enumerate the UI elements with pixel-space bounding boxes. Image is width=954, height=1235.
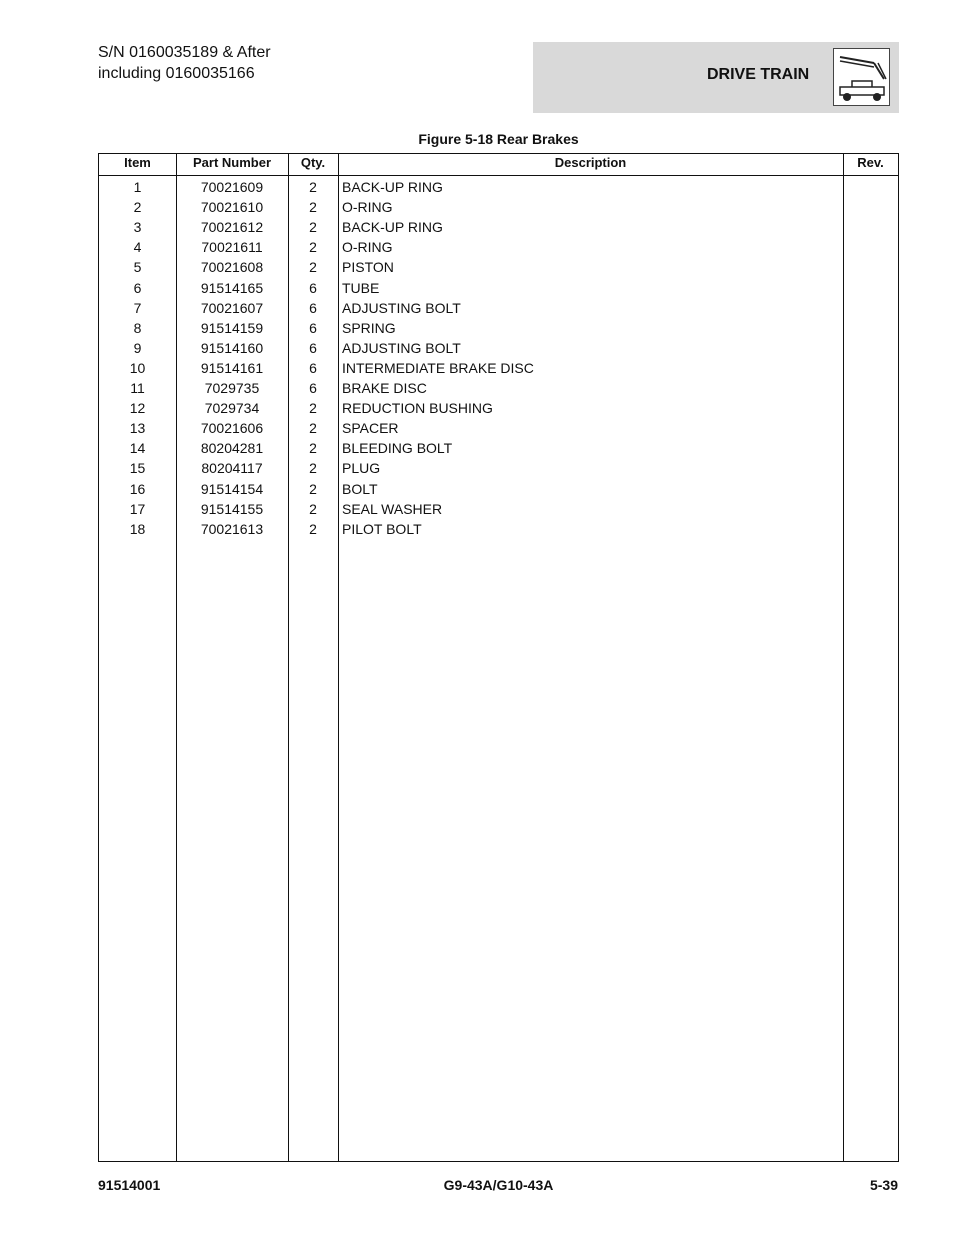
item-cell: 14 [129,440,146,457]
qty-cell: 2 [309,420,317,437]
part-number-cell: 70021607 [200,299,264,316]
table-row [99,338,898,358]
description-cell: BRAKE DISC [342,380,427,396]
item-cell: 2 [133,199,142,216]
description-cell: BACK-UP RING [342,219,443,236]
item-cell: 6 [133,279,142,296]
table-row [99,418,898,438]
footer-part-number: 91514001 [98,1177,161,1193]
part-number-cell: 70021611 [201,239,263,256]
qty-cell: 6 [309,339,317,356]
part-number-cell: 70021606 [200,420,264,437]
section-title: DRIVE TRAIN [707,66,810,83]
table-row [99,438,898,458]
qty-cell: 2 [309,179,317,195]
part-number-cell: 91514154 [200,480,264,497]
qty-cell: 2 [309,480,317,497]
qty-cell: 2 [309,199,317,216]
table-row [99,257,898,277]
part-number-cell: 7029734 [204,400,260,417]
description-cell: SEAL WASHER [342,500,443,517]
qty-cell: 2 [309,500,317,517]
part-number-cell: 80204117 [201,460,263,477]
qty-cell: 2 [309,460,317,477]
item-cell: 4 [133,239,142,256]
qty-cell: 6 [309,319,317,336]
part-number-cell: 70021609 [200,179,264,195]
column-header-rev: Rev. [857,155,884,170]
part-number-cell: 70021608 [200,259,264,276]
part-number-cell: 7029735 [204,380,260,396]
column-header-part-number: Part Number [192,155,272,170]
description-cell: REDUCTION BUSHING [342,400,493,417]
item-cell: 12 [129,400,146,417]
qty-cell: 2 [309,259,317,276]
table-row [99,298,898,318]
table-row [99,378,898,398]
item-cell: 17 [129,500,146,517]
table-row [99,278,898,298]
table-row [99,217,898,237]
column-header-description: Description [554,155,627,170]
item-cell: 15 [129,460,146,477]
table-row [99,358,898,378]
table-row [99,479,898,499]
part-number-cell: 91514160 [200,339,264,356]
part-number-cell: 70021612 [200,219,264,236]
description-cell: INTERMEDIATE BRAKE DISC [342,359,534,376]
serial-line-1: S/N 0160035189 & After [98,44,271,61]
part-number-cell: 70021610 [200,199,264,216]
description-cell: PISTON [342,259,394,276]
description-cell: O-RING [342,239,393,256]
description-cell: BOLT [342,480,378,497]
qty-cell: 2 [309,239,317,256]
qty-cell: 6 [309,279,317,296]
qty-cell: 6 [309,380,317,396]
item-cell: 13 [129,420,146,437]
item-cell: 16 [129,480,146,497]
serial-number-note [98,42,271,84]
part-number-cell: 91514159 [200,319,264,336]
description-cell: O-RING [342,199,393,216]
figure-title: Figure 5-18 Rear Brakes [418,131,579,147]
column-header-item: Item [124,155,151,170]
header-divider [99,175,898,176]
description-cell: PLUG [342,460,381,477]
item-cell: 5 [133,259,142,276]
table-row [99,237,898,257]
part-number-cell: 91514165 [200,279,264,296]
item-cell: 11 [130,380,145,396]
table-row [99,519,898,539]
telehandler-icon [833,48,890,106]
description-cell: ADJUSTING BOLT [342,299,461,316]
description-cell: SPACER [342,420,399,437]
qty-cell: 6 [309,359,317,376]
qty-cell: 2 [309,520,317,537]
item-cell: 18 [129,520,146,537]
parts-table [98,153,899,1162]
item-cell: 10 [129,359,146,376]
qty-cell: 6 [309,299,317,316]
part-number-cell: 91514161 [200,359,264,376]
qty-cell: 2 [309,219,317,236]
table-row [99,318,898,338]
item-cell: 7 [133,299,142,316]
part-number-cell: 80204281 [200,440,264,457]
footer-page-number: 5-39 [869,1177,898,1193]
serial-line-2: including 0160035166 [98,65,255,82]
table-row [99,499,898,519]
footer-model: G9-43A/G10-43A [443,1177,554,1193]
description-cell: BLEEDING BOLT [342,440,453,457]
description-cell: BACK-UP RING [342,179,443,195]
item-cell: 9 [133,339,142,356]
description-cell: TUBE [342,279,380,296]
table-row [99,398,898,418]
table-row [99,197,898,217]
table-row [99,458,898,478]
item-cell: 8 [133,319,142,336]
table-row [99,177,898,197]
qty-cell: 2 [309,400,317,417]
item-cell: 3 [133,219,142,236]
part-number-cell: 70021613 [200,520,264,537]
description-cell: ADJUSTING BOLT [342,339,461,356]
item-cell: 1 [133,179,142,195]
qty-cell: 2 [309,440,317,457]
part-number-cell: 91514155 [200,500,264,517]
column-header-qty: Qty. [300,155,326,170]
description-cell: SPRING [342,319,396,336]
description-cell: PILOT BOLT [342,520,422,537]
